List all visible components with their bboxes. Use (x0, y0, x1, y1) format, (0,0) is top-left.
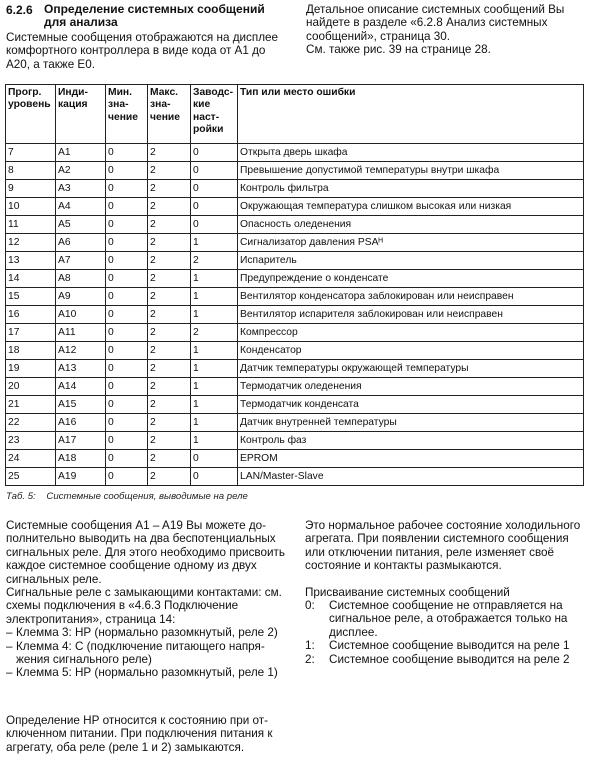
table-row (6, 288, 584, 306)
cell-level: 8 (6, 162, 56, 180)
table-row (6, 378, 584, 396)
cell-indication: A17 (56, 432, 106, 450)
cell-min: 0 (106, 234, 148, 252)
terminal-5-text: Клемма 5: НР (нормально разомкнутый, реле 1) (16, 666, 278, 680)
right-intro-see-also: См. также рис. 39 на странице 28. (306, 43, 491, 57)
cell-error-type: Контроль фаз (238, 432, 584, 450)
cell-min: 0 (106, 252, 148, 270)
cell-error-type: LAN/Master-Slave (238, 468, 584, 486)
cell-factory: 0 (191, 216, 238, 234)
cell-indication: A10 (56, 306, 106, 324)
table-row (6, 234, 584, 252)
cell-max: 2 (148, 396, 191, 414)
cell-error-type: Датчик внутренней температуры (238, 414, 584, 432)
cell-level: 21 (6, 396, 56, 414)
cell-min: 0 (106, 216, 148, 234)
cell-max: 2 (148, 270, 191, 288)
cell-indication: A3 (56, 180, 106, 198)
cell-indication: A14 (56, 378, 106, 396)
cell-max: 2 (148, 198, 191, 216)
cell-error-type: Компрессор (238, 324, 584, 342)
cell-min: 0 (106, 324, 148, 342)
table-row (6, 324, 584, 342)
cell-level: 15 (6, 288, 56, 306)
cell-level: 16 (6, 306, 56, 324)
table-row (6, 414, 584, 432)
cell-error-type: Вентилятор испарителя заблокирован или неисправен (238, 306, 584, 324)
cell-factory: 1 (191, 432, 238, 450)
header-max: Макс. значение (148, 85, 191, 144)
cell-level: 7 (6, 144, 56, 162)
list-text: Системное сообщение выводится на реле 1 (329, 639, 570, 653)
cell-max: 2 (148, 306, 191, 324)
dash-marker: – (6, 666, 13, 680)
cell-min: 0 (106, 468, 148, 486)
section-title: Определение системных сообщений для анализа (44, 2, 265, 30)
cell-max: 2 (148, 216, 191, 234)
cell-factory: 1 (191, 360, 238, 378)
cell-factory: 1 (191, 288, 238, 306)
cell-max: 2 (148, 288, 191, 306)
cell-indication: A9 (56, 288, 106, 306)
table-row (6, 162, 584, 180)
cell-min: 0 (106, 162, 148, 180)
cell-min: 0 (106, 270, 148, 288)
list-item (305, 599, 585, 639)
list-key: 1: (305, 639, 315, 653)
cell-min: 0 (106, 144, 148, 162)
cell-error-type: Термодатчик оледенения (238, 378, 584, 396)
section-intro: Системные сообщения отображаются на дисплее комфортного контроллера в виде кода от A1 до A20, а также E0. (6, 31, 279, 71)
cell-min: 0 (106, 396, 148, 414)
cell-level: 10 (6, 198, 56, 216)
cell-min: 0 (106, 288, 148, 306)
table-row (6, 450, 584, 468)
system-messages-table (5, 84, 584, 486)
cell-factory: 1 (191, 234, 238, 252)
table-row (6, 198, 584, 216)
cell-level: 14 (6, 270, 56, 288)
table-row (6, 144, 584, 162)
cell-error-type: Датчик температуры окружающей температуры (238, 360, 584, 378)
cell-max: 2 (148, 378, 191, 396)
cell-max: 2 (148, 360, 191, 378)
table-row (6, 216, 584, 234)
dash-marker: – (6, 639, 13, 653)
cell-max: 2 (148, 432, 191, 450)
cell-max: 2 (148, 324, 191, 342)
dash-marker: – (6, 626, 13, 640)
cell-factory: 0 (191, 198, 238, 216)
cell-factory: 1 (191, 414, 238, 432)
table-caption (6, 491, 248, 502)
caption-text: Системные сообщения, выводимые на реле (46, 491, 248, 502)
cell-max: 2 (148, 414, 191, 432)
cell-indication: A13 (56, 360, 106, 378)
cell-level: 18 (6, 342, 56, 360)
cell-min: 0 (106, 306, 148, 324)
list-item (6, 626, 290, 639)
cell-max: 2 (148, 144, 191, 162)
table-row (6, 360, 584, 378)
cell-factory: 1 (191, 396, 238, 414)
cell-min: 0 (106, 180, 148, 198)
cell-max: 2 (148, 234, 191, 252)
table-row (6, 252, 584, 270)
cell-level: 9 (6, 180, 56, 198)
table-row (6, 432, 584, 450)
cell-error-type: Предупреждение о конденсате (238, 270, 584, 288)
cell-level: 13 (6, 252, 56, 270)
section-number: 6.2.6 (6, 3, 33, 17)
cell-factory: 1 (191, 378, 238, 396)
cell-factory: 2 (191, 252, 238, 270)
cell-max: 2 (148, 252, 191, 270)
cell-factory: 1 (191, 270, 238, 288)
cell-indication: A15 (56, 396, 106, 414)
list-key: 2: (305, 652, 315, 666)
table-row (6, 306, 584, 324)
cell-factory: 1 (191, 306, 238, 324)
cell-indication: A5 (56, 216, 106, 234)
cell-indication: A18 (56, 450, 106, 468)
cell-error-type: Окружающая температура слишком высокая или низкая (238, 198, 584, 216)
cell-factory: 0 (191, 180, 238, 198)
cell-min: 0 (106, 378, 148, 396)
cell-error-type: Превышение допустимой температуры внутри шкафа (238, 162, 584, 180)
cell-max: 2 (148, 450, 191, 468)
cell-indication: A16 (56, 414, 106, 432)
cell-error-type: Опасность оледенения (238, 216, 584, 234)
header-min: Мин. значение (106, 85, 148, 144)
cell-min: 0 (106, 414, 148, 432)
list-key: 0: (305, 599, 315, 613)
right-intro (306, 3, 586, 57)
cell-error-type: Термодатчик конденсата (238, 396, 584, 414)
table-row (6, 342, 584, 360)
table-row (6, 468, 584, 486)
cell-max: 2 (148, 468, 191, 486)
cell-level: 11 (6, 216, 56, 234)
cell-factory: 2 (191, 324, 238, 342)
header-error-type: Тип или место ошибки (238, 85, 584, 144)
cell-factory: 1 (191, 342, 238, 360)
cell-level: 25 (6, 468, 56, 486)
left-column (6, 519, 290, 680)
assignment-title: Присваивание системных сообщений (305, 585, 510, 599)
cell-error-type: EPROM (238, 450, 584, 468)
cell-level: 24 (6, 450, 56, 468)
table-row (6, 270, 584, 288)
cell-level: 19 (6, 360, 56, 378)
cell-error-type: Испаритель (238, 252, 584, 270)
cell-factory: 0 (191, 144, 238, 162)
terminal-3-text: Клемма 3: НР (нормально разомкнутый, реле 2) (16, 626, 278, 640)
table-row (6, 396, 584, 414)
cell-min: 0 (106, 450, 148, 468)
cell-error-type: Контроль фильтра (238, 180, 584, 198)
terminal-4-text: Клемма 4: С (подключение питающего напряжения сигнального реле) (16, 639, 265, 667)
cell-factory: 0 (191, 162, 238, 180)
cell-indication: A12 (56, 342, 106, 360)
cell-level: 22 (6, 414, 56, 432)
list-item (6, 666, 290, 679)
cell-error-type: Сигнализатор давления PSAᴴ (238, 234, 584, 252)
cell-level: 20 (6, 378, 56, 396)
list-text: Системное сообщение выводится на реле 2 (329, 652, 570, 666)
contacts-paragraph: Сигнальные реле с замыкающими контактами: см. схемы подключения в «4.6.3 Подключение электропитания», страница 14: (6, 586, 282, 626)
cell-factory: 0 (191, 468, 238, 486)
cell-error-type: Открыта дверь шкафа (238, 144, 584, 162)
cell-indication: A19 (56, 468, 106, 486)
list-item (305, 639, 585, 652)
list-item (6, 640, 290, 667)
header-indication: Индикация (56, 85, 106, 144)
table-header-row (6, 85, 584, 144)
header-level: Прогр. уровень (6, 85, 56, 144)
header-factory: Заводские настройки (191, 85, 238, 144)
cell-max: 2 (148, 162, 191, 180)
table-row (6, 180, 584, 198)
right-intro-text: Детальное описание системных сообщений Вы найдете в разделе «6.2.8 Анализ системных сообщений», страница 30. (306, 3, 565, 43)
list-text: Системное сообщение не отправляется на сигнальное реле, а отображается только на дисплее. (329, 599, 568, 639)
normal-state-paragraph: Это нормальное рабочее состояние холодильного агрегата. При появлении системного сообщения или отключении питания, реле изменяет своё состояние и контакты размыкаются. (305, 519, 581, 573)
cell-level: 12 (6, 234, 56, 252)
cell-min: 0 (106, 342, 148, 360)
cell-error-type: Вентилятор конденсатора заблокирован или неисправен (238, 288, 584, 306)
cell-indication: A4 (56, 198, 106, 216)
cell-max: 2 (148, 342, 191, 360)
relay-intro-paragraph: Системные сообщения A1 – A19 Вы можете дополнительно выводить на два беспотенциальных сигнальных реле. Для этого необходимо присвоить каждое системное сообщение одному из двух сигнальных реле. (6, 519, 285, 586)
cell-error-type: Конденсатор (238, 342, 584, 360)
cell-level: 17 (6, 324, 56, 342)
no-definition-paragraph: Определение НР относится к состоянию при отключенном питании. При подключения питания к агрегату, оба реле (реле 1 и 2) замыкаются. (6, 714, 273, 754)
list-item (305, 653, 585, 666)
caption-label: Таб. 5: (6, 491, 36, 502)
right-column (305, 519, 585, 666)
cell-min: 0 (106, 432, 148, 450)
cell-min: 0 (106, 360, 148, 378)
cell-indication: A11 (56, 324, 106, 342)
cell-indication: A8 (56, 270, 106, 288)
cell-min: 0 (106, 198, 148, 216)
cell-level: 23 (6, 432, 56, 450)
cell-max: 2 (148, 180, 191, 198)
cell-indication: A2 (56, 162, 106, 180)
cell-indication: A1 (56, 144, 106, 162)
cell-indication: A7 (56, 252, 106, 270)
cell-indication: A6 (56, 234, 106, 252)
cell-factory: 0 (191, 450, 238, 468)
